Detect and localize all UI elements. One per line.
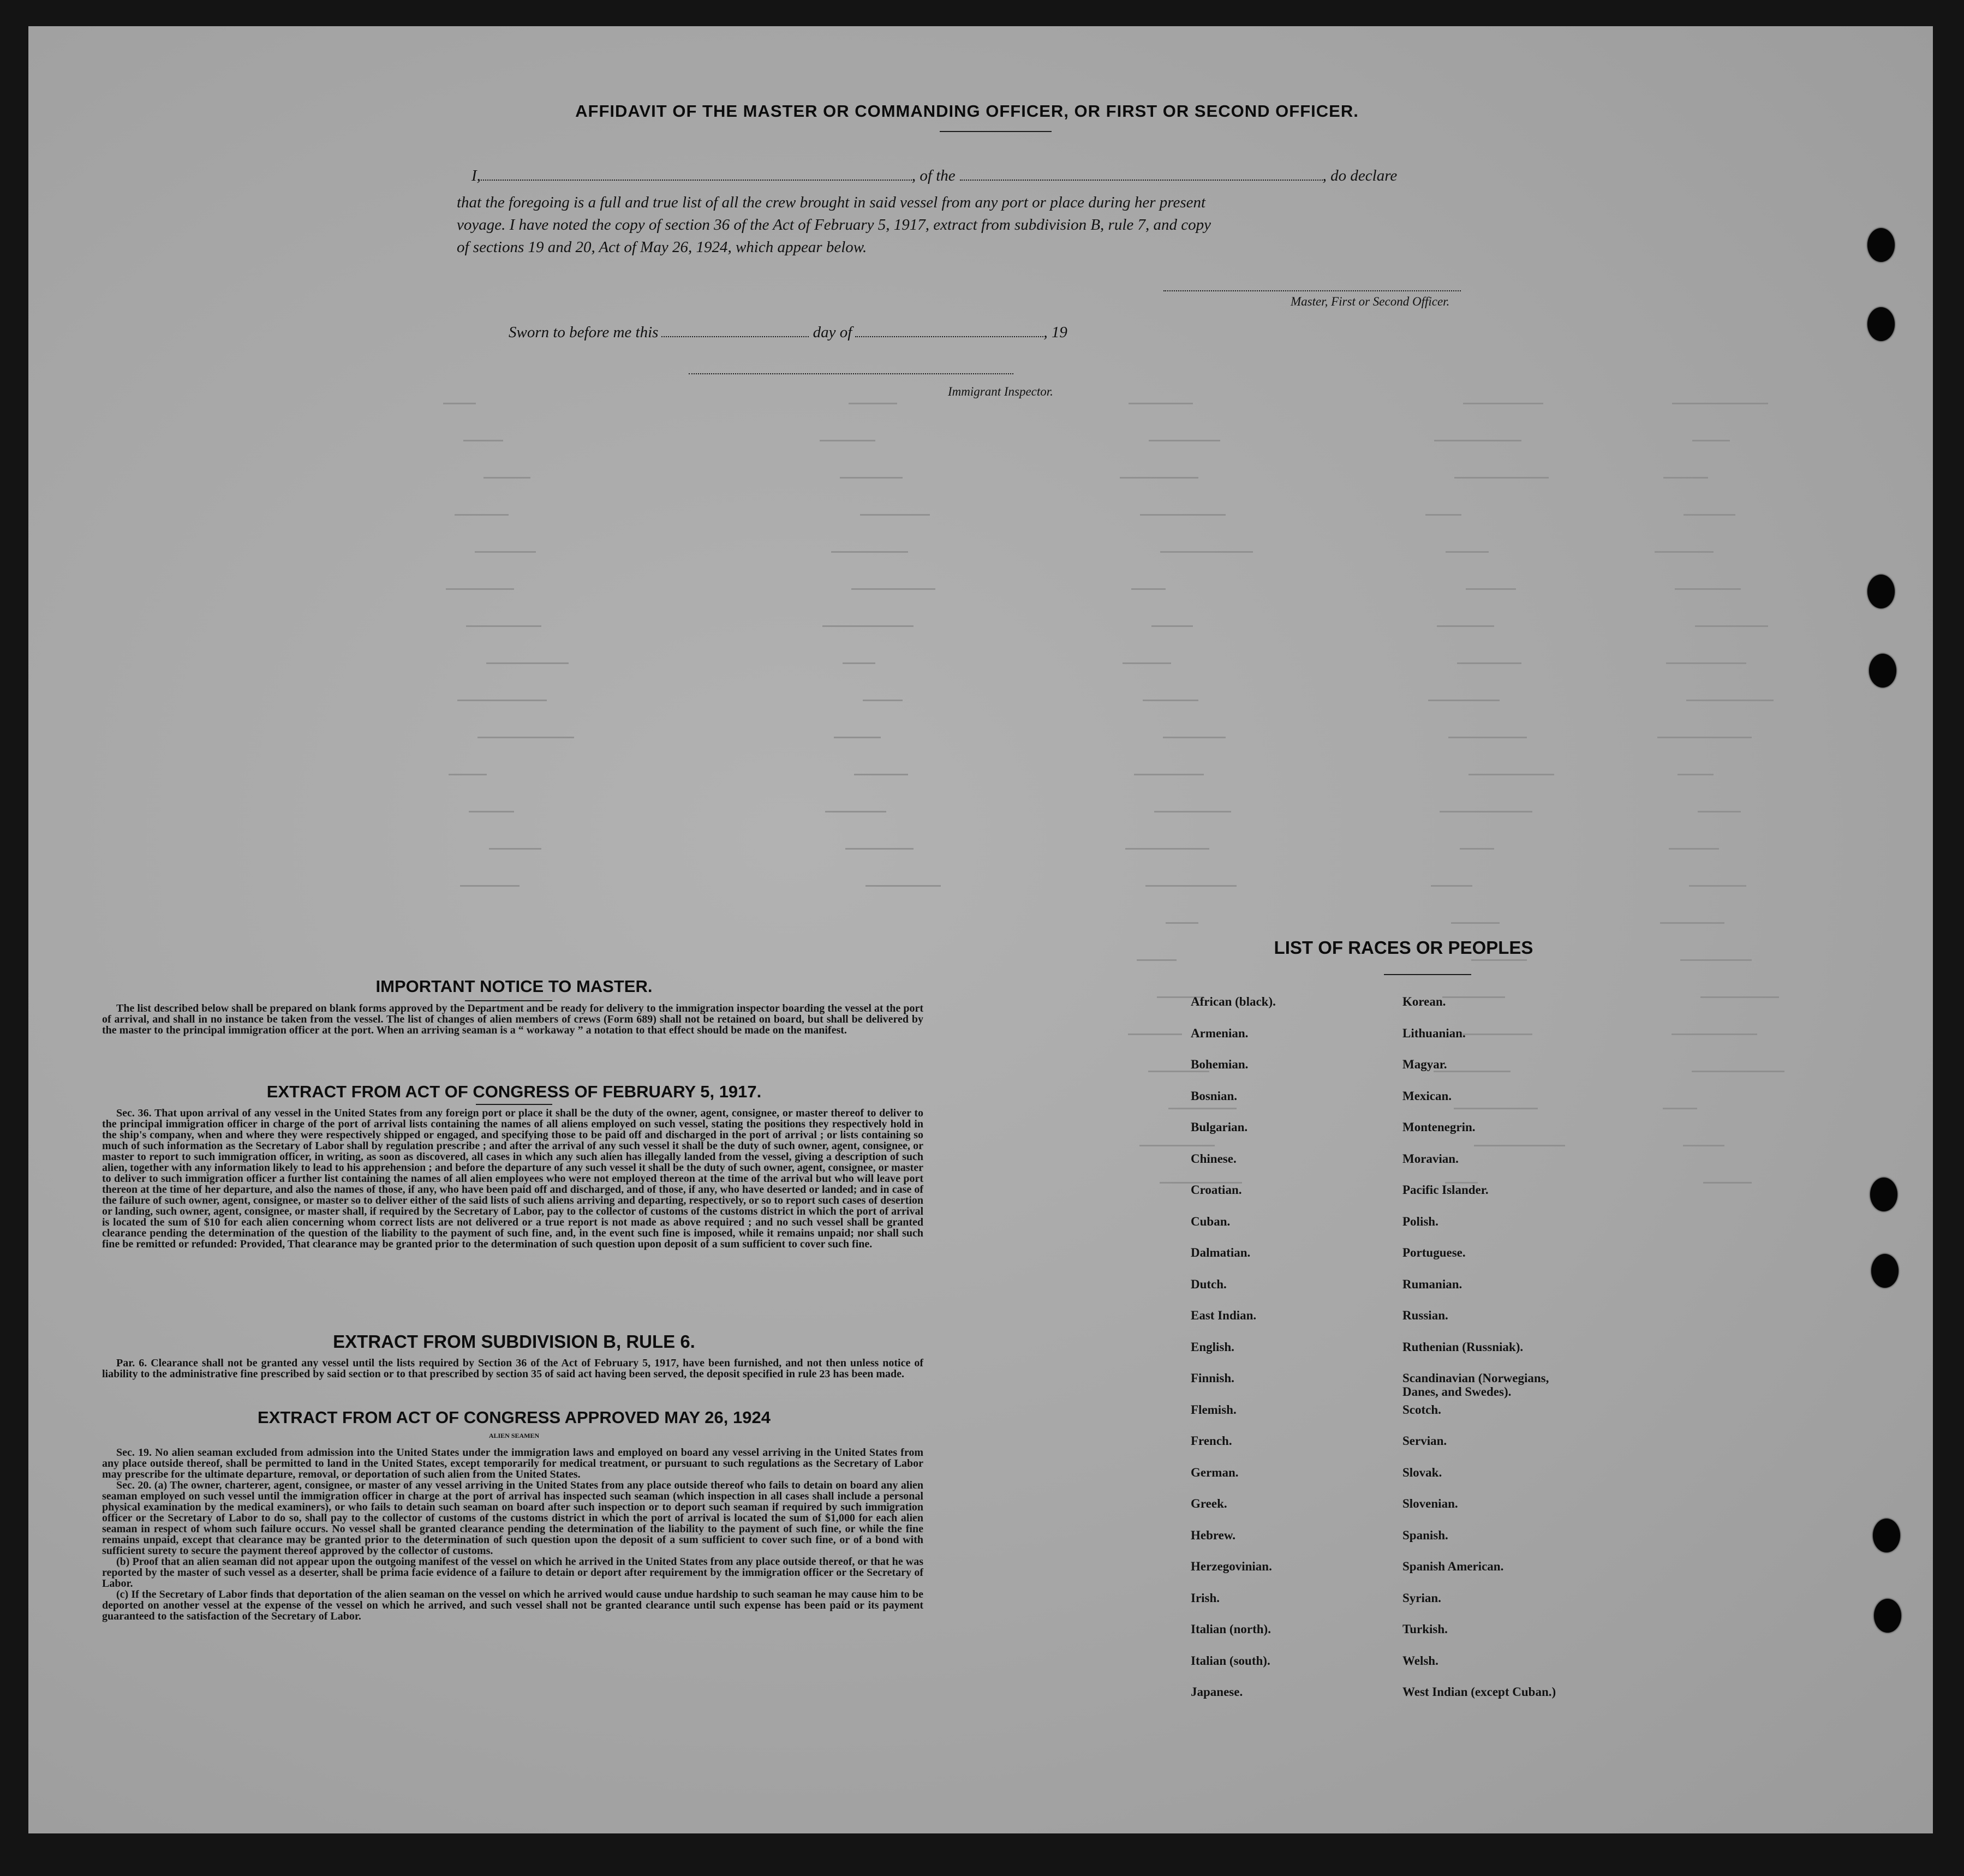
bleed-through-mark [477, 737, 574, 738]
bleed-through-mark [1657, 737, 1752, 738]
race-item: German. [1191, 1465, 1239, 1479]
sworn-day-field[interactable] [661, 324, 809, 337]
races-right-column [1402, 995, 1556, 1717]
bleed-through-mark [1698, 811, 1741, 812]
bleed-through-mark [865, 885, 941, 887]
affidavit-title: AFFIDAVIT OF THE MASTER OR COMMANDING OFFICER, OR FIRST OR SECOND OFFICER. [575, 101, 1359, 121]
extract-1917-title: EXTRACT FROM ACT OF CONGRESS OF FEBRUARY 5, 1917. [266, 1082, 762, 1101]
race-item: Finnish. [1191, 1371, 1234, 1385]
race-item: Bulgarian. [1191, 1120, 1248, 1134]
bleed-through-mark [1140, 514, 1226, 516]
bleed-through-mark [443, 403, 476, 404]
bleed-through-mark [1700, 996, 1779, 998]
bleed-through-mark [1669, 848, 1719, 850]
race-item: Magyar. [1402, 1058, 1447, 1071]
bleed-through-mark [1149, 440, 1220, 441]
extract-1917-text: Sec. 36. That upon arrival of any vessel in the United States from any foreign port or place it shall be the duty of the owner, agent, consignee, or master thereof to deliver to the principal immigration officer in charge of the port of arrival lists containing the names of all aliens employed on such vessel, stating the positions they respectively hold in the ship's company, when and where they were respectively shipped or engaged, and specifying those to be paid off and discharged in the port of arrival ; or lists containing so much of such information as the Secretary of Labor shall by regulation prescribe ; and after the arrival of any such vessel it shall be the duty of such owner, agent, consignee, or master to report to such immigration officer, in writing, as soon as discovered, all cases in which any such alien has illegally landed from the vessel, giving a description of such alien, together with any information likely to lead to his apprehension ; and before the departure of any such vessel it shall be the duty of such owner, agent, consignee, or master to deliver to such immigration officer a further list containing the names of all alien employees who were not employed thereon at the time of the arrival but who will leave port thereon at the time of her departure, and also the names of those, if any, who have been paid off and discharged, and of those, if any, who have deserted or landed; and in case of the failure of such owner, agent, consignee, or master so to deliver either of the said lists of such aliens arriving and departing, respectively, or so to report such cases of desertion or landing, such owner, agent, consignee, or master shall, if required by the Secretary of Labor, pay to the collector of customs of the customs district in which the port of arrival is located the sum of $10 for each alien concerning whom correct lists are not delivered or a true report is not made as above required ; and no such vessel shall be granted clearance pending the determination of the question of the liability to the payment of such fine, and, in the event such fine is imposed, while it remains unpaid; nor shall such fine be remitted or refunded: Provided, That clearance may be granted prior to the determination of such question upon deposit of a sum sufficient to cover such fine. [102, 1107, 923, 1250]
bleed-through-mark [1663, 477, 1708, 479]
subdivision-b-title: EXTRACT FROM SUBDIVISION B, RULE 6. [333, 1331, 695, 1352]
bleed-through-mark [1471, 959, 1527, 961]
race-item: Spanish. [1402, 1528, 1448, 1542]
binder-hole-icon [1867, 307, 1895, 341]
race-item: Slovak. [1402, 1465, 1442, 1479]
bleed-through-mark [460, 885, 520, 887]
race-item: Servian. [1402, 1434, 1447, 1448]
bleed-through-mark [860, 514, 930, 516]
bleed-through-mark [1678, 774, 1714, 775]
bleed-through-mark [1695, 625, 1768, 627]
binder-hole-icon [1869, 654, 1896, 688]
race-item: French. [1191, 1434, 1232, 1448]
bleed-through-mark [1466, 588, 1516, 590]
declarant-name-field[interactable] [481, 168, 912, 181]
race-item: Russian. [1402, 1309, 1448, 1322]
bleed-through-mark [1440, 811, 1532, 812]
race-item: Italian (north). [1191, 1622, 1271, 1636]
bleed-through-mark [822, 625, 914, 627]
bleed-through-mark [489, 848, 541, 850]
bleed-through-mark [1428, 700, 1500, 701]
affidavit-statement-4: of sections 19 and 20, Act of May 26, 1924, which appear below. [457, 238, 867, 256]
bleed-through-mark [854, 774, 908, 775]
race-item: Pacific Islander. [1402, 1183, 1489, 1197]
race-item: Italian (south). [1191, 1653, 1270, 1668]
bleed-through-mark [1131, 588, 1166, 590]
race-item: Moravian. [1402, 1151, 1459, 1166]
race-item: Dutch. [1191, 1277, 1227, 1291]
declare-label: , do declare [1322, 167, 1398, 184]
section-19-text: Sec. 19. No alien seaman excluded from admission into the United States under the immigration laws and employed on board any vessel arriving in the United States from any place outside thereof, shall be permitted to land in the United States, except temporarily for medical treatment, or pursuant to such regulations as the Secretary of Labor may prescribe for the ultimate departure, removal, or deportation of such alien from the United States. [102, 1447, 923, 1480]
bleed-through-mark [1692, 1071, 1784, 1072]
race-item: Croatian. [1191, 1183, 1242, 1197]
race-item: Hebrew. [1191, 1528, 1235, 1542]
binder-hole-icon [1873, 1519, 1900, 1552]
race-item: Korean. [1402, 995, 1446, 1008]
bleed-through-mark [1160, 551, 1253, 553]
bleed-through-mark [1143, 700, 1198, 701]
race-item: Slovenian. [1402, 1497, 1458, 1510]
bleed-through-mark [449, 774, 487, 775]
race-item: Herzegovinian. [1191, 1560, 1272, 1573]
day-of-label: day of [813, 324, 852, 341]
bleed-through-mark [851, 588, 935, 590]
title-underline [940, 131, 1052, 132]
bleed-through-mark [843, 662, 875, 664]
race-item: Chinese. [1191, 1151, 1237, 1166]
race-item: East Indian. [1191, 1309, 1257, 1322]
section-20b-text: (b) Proof that an alien seaman did not appear upon the outgoing manifest of the vessel on which he arrived in the United States from any place outside thereof, or that he was reported by the master of such vessel as a deserter, shall be prima facie evidence of a failure to detain or deport after requirement by the immigration officer or the Secretary of Labor. [102, 1556, 923, 1590]
race-item: Turkish. [1402, 1622, 1448, 1636]
affidavit-statement-3: voyage. I have noted the copy of section 36 of the Act of February 5, 1917, extract from subdivision B, rule 7, and copy [457, 216, 1211, 234]
bleed-through-mark [1655, 551, 1714, 553]
notice-text: The list described below shall be prepared on blank forms approved by the Department and be ready for delivery to the immigration inspector boarding the vessel at the port of arrival, and shall in no instance be taken from the vessel. The list of changes of alien members of crews (Form 689) shall not be retained on board, but shall be delivered by the master to the principal immigration officer at the port. When an arriving seaman is a “ workaway ” a notation to that effect should be made on the manifest. [102, 1002, 923, 1036]
race-item: Scotch. [1402, 1402, 1441, 1417]
bleed-through-mark [1437, 625, 1494, 627]
races-underline [1384, 974, 1471, 975]
race-item: Japanese. [1191, 1685, 1243, 1699]
race-item: Scandinavian (Norwegians, Danes, and Swedes). [1402, 1371, 1549, 1399]
bleed-through-mark [1145, 885, 1237, 887]
bleed-through-mark [1672, 1033, 1757, 1035]
bleed-through-mark [1468, 774, 1554, 775]
race-item: English. [1191, 1340, 1234, 1354]
bleed-through-mark [1128, 1033, 1182, 1035]
race-item: Bosnian. [1191, 1089, 1238, 1103]
binder-hole-icon [1867, 228, 1895, 262]
race-item: West Indian (except Cuban.) [1402, 1685, 1556, 1699]
binder-hole-icon [1871, 1254, 1899, 1288]
bleed-through-mark [1425, 514, 1461, 516]
bleed-through-mark [849, 403, 897, 404]
race-item: Irish. [1191, 1591, 1220, 1605]
bleed-through-mark [1448, 737, 1527, 738]
bleed-through-mark [1683, 1145, 1724, 1146]
races-left-column [1191, 995, 1276, 1717]
section-20c-text: (c) If the Secretary of Labor finds that deportation of the alien seaman on the vessel on which he arrived would cause undue hardship to such seaman he may cause him to be deported on another vessel at the expense of the vessel on which he arrived, and such vessel shall not be granted clearance until such expense has been paid or its payment guaranteed to the satisfaction of the Secretary of Labor. [102, 1588, 923, 1622]
master-signature-field[interactable] [1163, 288, 1461, 291]
races-title: LIST OF RACES OR PEOPLES [1274, 937, 1533, 958]
race-item: Portuguese. [1402, 1246, 1466, 1259]
race-item: Montenegrin. [1402, 1120, 1476, 1134]
race-item: Ruthenian (Russniak). [1402, 1340, 1524, 1354]
race-item: Dalmatian. [1191, 1246, 1251, 1259]
affidavit-declaration-line [471, 167, 1563, 185]
subdivision-b-text: Par. 6. Clearance shall not be granted any vessel until the lists required by Section 36 of the Act of February 5, 1917, have been furnished, and not then unless notice of liability to the administrative fine prescribed by said section or to that prescribed by section 35 of said act having been served, the deposit specified in rule 23 has been made. [102, 1357, 923, 1380]
inspector-signature-caption: Immigrant Inspector. [948, 385, 1053, 398]
year-label: , 19 [1043, 324, 1067, 341]
bleed-through-mark [1446, 551, 1489, 553]
bleed-through-mark [1692, 440, 1730, 441]
bleed-through-mark [1454, 477, 1549, 479]
affidavit-statement-2: that the foregoing is a full and true list of all the crew brought in said vessel from any port or place during her present [457, 194, 1206, 211]
bleed-through-mark [1129, 403, 1193, 404]
sworn-line [509, 324, 1067, 342]
sworn-month-field[interactable] [855, 324, 1043, 337]
race-item: Rumanian. [1402, 1277, 1462, 1291]
bleed-through-mark [1123, 662, 1171, 664]
of-the-label: , of the [911, 167, 956, 184]
bleed-through-mark [1684, 514, 1735, 516]
race-item: Mexican. [1402, 1089, 1452, 1103]
bleed-through-mark [1137, 959, 1177, 961]
bleed-through-mark [1680, 959, 1752, 961]
extract-1924-subtitle: ALIEN SEAMEN [488, 1432, 540, 1439]
binder-hole-icon [1867, 575, 1895, 608]
bleed-through-mark [1660, 922, 1724, 924]
bleed-through-mark [1125, 848, 1209, 850]
bleed-through-mark [1154, 811, 1231, 812]
bleed-through-mark [1463, 403, 1543, 404]
bleed-through-mark [475, 551, 536, 553]
bleed-through-mark [831, 551, 908, 553]
bleed-through-mark [1134, 774, 1204, 775]
bleed-through-mark [820, 440, 875, 441]
race-item: Welsh. [1402, 1653, 1438, 1668]
bleed-through-mark [457, 700, 547, 701]
section-20a-text: Sec. 20. (a) The owner, charterer, agent, consignee, or master of any vessel arriving in the United States from any place outside thereof who fails to detain on board any alien seaman employed on such vessel until the immigration officer in charge at the port of arrival has inspected such seaman (which inspection in all cases shall include a personal physical examination by the medical examiners), or who fails to detain such seaman on board after such inspection or to deport such seaman if required by such immigration officer or the Secretary of Labor to do so, shall pay to the collector of customs of the customs district in which the port of arrival is located the sum of $1,000 for each alien seaman in respect of whom such failure occurs. No vessel shall be granted clearance pending the determination of the liability to the payment of such fine, or while the fine remains unpaid, except that clearance may be granted prior to the determination of such question upon the deposit of a sum sufficient to cover such fine, or of a bond with sufficient surety to secure the payment thereof approved by the collector of customs. [102, 1479, 923, 1557]
bleed-through-mark [463, 440, 503, 441]
bleed-through-mark [1663, 1108, 1697, 1109]
bleed-through-mark [1703, 1182, 1752, 1184]
race-item: African (black). [1191, 995, 1276, 1008]
binder-hole-icon [1870, 1178, 1897, 1211]
bleed-through-mark [1431, 885, 1472, 887]
race-item: Lithuanian. [1402, 1026, 1466, 1040]
bleed-through-mark [1120, 477, 1198, 479]
bleed-through-mark [1451, 922, 1500, 924]
race-item: Polish. [1402, 1214, 1438, 1228]
declarant-prefix: I, [471, 167, 481, 184]
vessel-name-field[interactable] [960, 168, 1323, 181]
bleed-through-mark [1166, 922, 1198, 924]
race-item: Spanish American. [1402, 1560, 1504, 1573]
bleed-through-mark [825, 811, 886, 812]
master-signature-caption: Master, First or Second Officer. [1291, 295, 1450, 308]
bleed-through-mark [455, 514, 509, 516]
notice-title: IMPORTANT NOTICE TO MASTER. [375, 977, 653, 996]
bleed-through-mark [1666, 662, 1746, 664]
bleed-through-mark [840, 477, 903, 479]
sworn-prefix: Sworn to before me this [509, 324, 659, 341]
extract-1924-title: EXTRACT FROM ACT OF CONGRESS APPROVED MAY 26, 1924 [258, 1408, 771, 1427]
extract-1924-text [102, 1447, 923, 1622]
bleed-through-mark [834, 737, 881, 738]
bleed-through-mark [469, 811, 514, 812]
bleed-through-mark [1672, 403, 1768, 404]
bleed-through-mark [466, 625, 541, 627]
race-item: Cuban. [1191, 1214, 1231, 1228]
bleed-through-mark [845, 848, 914, 850]
notice-underline [465, 1000, 552, 1001]
race-item: Armenian. [1191, 1026, 1249, 1040]
race-item: Flemish. [1191, 1402, 1237, 1417]
race-item: Syrian. [1402, 1591, 1441, 1605]
bleed-through-mark [863, 700, 903, 701]
bleed-through-mark [1163, 737, 1226, 738]
race-item: Greek. [1191, 1497, 1227, 1510]
bleed-through-mark [1689, 885, 1746, 887]
binder-hole-icon [1874, 1599, 1901, 1633]
bleed-through-mark [1457, 662, 1521, 664]
document-sheet [28, 26, 1933, 1833]
bleed-through-mark [1686, 700, 1774, 701]
bleed-through-mark [1675, 588, 1741, 590]
bleed-through-mark [1151, 625, 1193, 627]
inspector-signature-field[interactable] [689, 371, 1013, 374]
race-item: Bohemian. [1191, 1058, 1249, 1071]
extract-1917-underline [476, 1104, 552, 1105]
bleed-through-mark [446, 588, 514, 590]
bleed-through-mark [1460, 848, 1494, 850]
bleed-through-mark [1434, 440, 1521, 441]
bleed-through-mark [486, 662, 569, 664]
bleed-through-mark [483, 477, 530, 479]
